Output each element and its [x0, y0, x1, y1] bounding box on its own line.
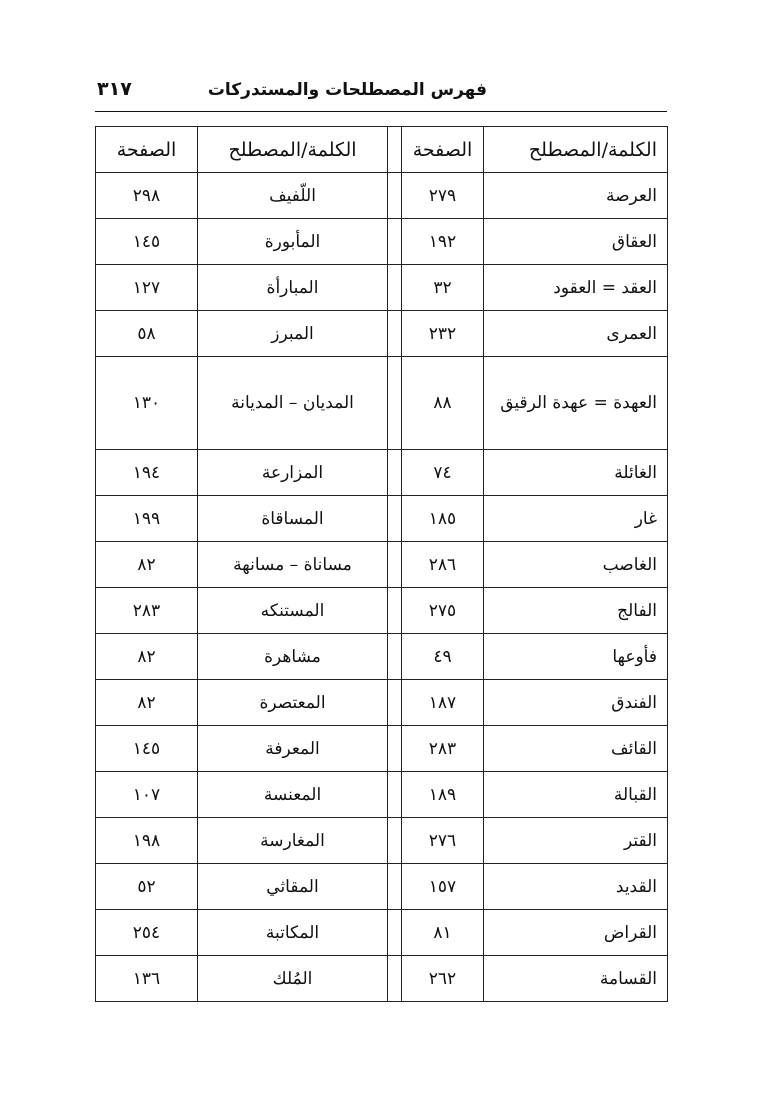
- page-cell: ٢٧٦: [402, 818, 484, 864]
- column-gap: [388, 450, 402, 496]
- column-gap: [388, 680, 402, 726]
- page-number: ٣١٧: [97, 78, 132, 100]
- page-cell: ٢٩٨: [96, 173, 198, 219]
- term-cell: المعرفة: [198, 726, 388, 772]
- header-rule: [95, 111, 667, 112]
- running-title: فهرس المصطلحات والمستدركات: [207, 80, 487, 100]
- term-cell: القراض: [484, 910, 668, 956]
- term-cell: القديد: [484, 864, 668, 910]
- page-cell: ٢٧٩: [402, 173, 484, 219]
- table-row: [96, 634, 668, 680]
- term-cell: الفالج: [484, 588, 668, 634]
- term-cell: العقاق: [484, 219, 668, 265]
- page-cell: ٨٢: [96, 634, 198, 680]
- page-cell: ٥٢: [96, 864, 198, 910]
- column-gap: [388, 311, 402, 357]
- table-row: [96, 265, 668, 311]
- term-cell: القسامة: [484, 956, 668, 1002]
- table-row: [96, 910, 668, 956]
- table-row: [96, 219, 668, 265]
- column-header-page: الصفحة: [402, 127, 484, 173]
- table-row: [96, 680, 668, 726]
- page-cell: ١٩٤: [96, 450, 198, 496]
- column-gap: [388, 265, 402, 311]
- term-cell: مساناة – مسانهة: [198, 542, 388, 588]
- column-gap: [388, 496, 402, 542]
- page-cell: ١٩٢: [402, 219, 484, 265]
- table-row: [96, 357, 668, 450]
- term-cell: الغائلة: [484, 450, 668, 496]
- column-gap: [388, 726, 402, 772]
- term-cell: المقاثي: [198, 864, 388, 910]
- table-row: [96, 496, 668, 542]
- table-row: [96, 542, 668, 588]
- page-cell: ١٣٠: [96, 357, 198, 450]
- term-cell: المُلك: [198, 956, 388, 1002]
- page-cell: ٥٨: [96, 311, 198, 357]
- term-cell: القتر: [484, 818, 668, 864]
- page-cell: ٨٢: [96, 542, 198, 588]
- terms-index-table: [95, 126, 668, 1002]
- term-cell: الفندق: [484, 680, 668, 726]
- column-header-term: الكلمة/المصطلح: [484, 127, 668, 173]
- page-cell: ٢٨٣: [96, 588, 198, 634]
- term-cell: المزارعة: [198, 450, 388, 496]
- term-cell: المغارسة: [198, 818, 388, 864]
- table-row: [96, 173, 668, 219]
- page-cell: ٣٢: [402, 265, 484, 311]
- term-cell: العرصة: [484, 173, 668, 219]
- page-cell: ١٢٧: [96, 265, 198, 311]
- term-cell: المبرز: [198, 311, 388, 357]
- table-row: [96, 588, 668, 634]
- page-cell: ١٩٨: [96, 818, 198, 864]
- term-cell: العقد = العقود: [484, 265, 668, 311]
- page-cell: ١٠٧: [96, 772, 198, 818]
- column-gap: [388, 127, 402, 173]
- term-cell: فأوعها: [484, 634, 668, 680]
- term-cell: المبارأة: [198, 265, 388, 311]
- page-cell: ١٤٥: [96, 726, 198, 772]
- term-cell: العهدة = عهدة الرقيق: [484, 357, 668, 450]
- page-cell: ١٩٩: [96, 496, 198, 542]
- page-cell: ١٣٦: [96, 956, 198, 1002]
- page-cell: ٢٨٦: [402, 542, 484, 588]
- term-cell: مشاهرة: [198, 634, 388, 680]
- term-cell: القبالة: [484, 772, 668, 818]
- column-gap: [388, 864, 402, 910]
- term-cell: المديان – المديانة: [198, 357, 388, 450]
- page-cell: ٢٨٣: [402, 726, 484, 772]
- term-cell: القائف: [484, 726, 668, 772]
- column-header-term: الكلمة/المصطلح: [198, 127, 388, 173]
- table-header-row: [96, 127, 668, 173]
- page-cell: ٧٤: [402, 450, 484, 496]
- page-header: [95, 76, 667, 112]
- page-cell: ١٥٧: [402, 864, 484, 910]
- column-gap: [388, 588, 402, 634]
- column-gap: [388, 542, 402, 588]
- page-cell: ١٨٧: [402, 680, 484, 726]
- term-cell: الغاصب: [484, 542, 668, 588]
- column-gap: [388, 219, 402, 265]
- table-row: [96, 864, 668, 910]
- table-row: [96, 450, 668, 496]
- term-cell: العمرى: [484, 311, 668, 357]
- term-cell: المعتصرة: [198, 680, 388, 726]
- column-gap: [388, 818, 402, 864]
- term-cell: المعنسة: [198, 772, 388, 818]
- page-cell: ١٤٥: [96, 219, 198, 265]
- table-body: [96, 173, 668, 1002]
- term-cell: اللّفيف: [198, 173, 388, 219]
- page-cell: ٨٨: [402, 357, 484, 450]
- column-gap: [388, 173, 402, 219]
- column-gap: [388, 634, 402, 680]
- page-cell: ٢٧٥: [402, 588, 484, 634]
- table-row: [96, 956, 668, 1002]
- page-cell: ٢٥٤: [96, 910, 198, 956]
- table-row: [96, 726, 668, 772]
- column-gap: [388, 956, 402, 1002]
- page-cell: ٨١: [402, 910, 484, 956]
- term-cell: المكاتبة: [198, 910, 388, 956]
- page-cell: ١٨٥: [402, 496, 484, 542]
- term-cell: المساقاة: [198, 496, 388, 542]
- column-gap: [388, 772, 402, 818]
- table-row: [96, 311, 668, 357]
- table-row: [96, 818, 668, 864]
- page-cell: ٤٩: [402, 634, 484, 680]
- term-cell: غار: [484, 496, 668, 542]
- column-gap: [388, 357, 402, 450]
- term-cell: المأبورة: [198, 219, 388, 265]
- page-cell: ٢٦٢: [402, 956, 484, 1002]
- table-row: [96, 772, 668, 818]
- column-header-page: الصفحة: [96, 127, 198, 173]
- page-cell: ٢٣٢: [402, 311, 484, 357]
- term-cell: المستنكه: [198, 588, 388, 634]
- column-gap: [388, 910, 402, 956]
- page-cell: ٨٢: [96, 680, 198, 726]
- page-cell: ١٨٩: [402, 772, 484, 818]
